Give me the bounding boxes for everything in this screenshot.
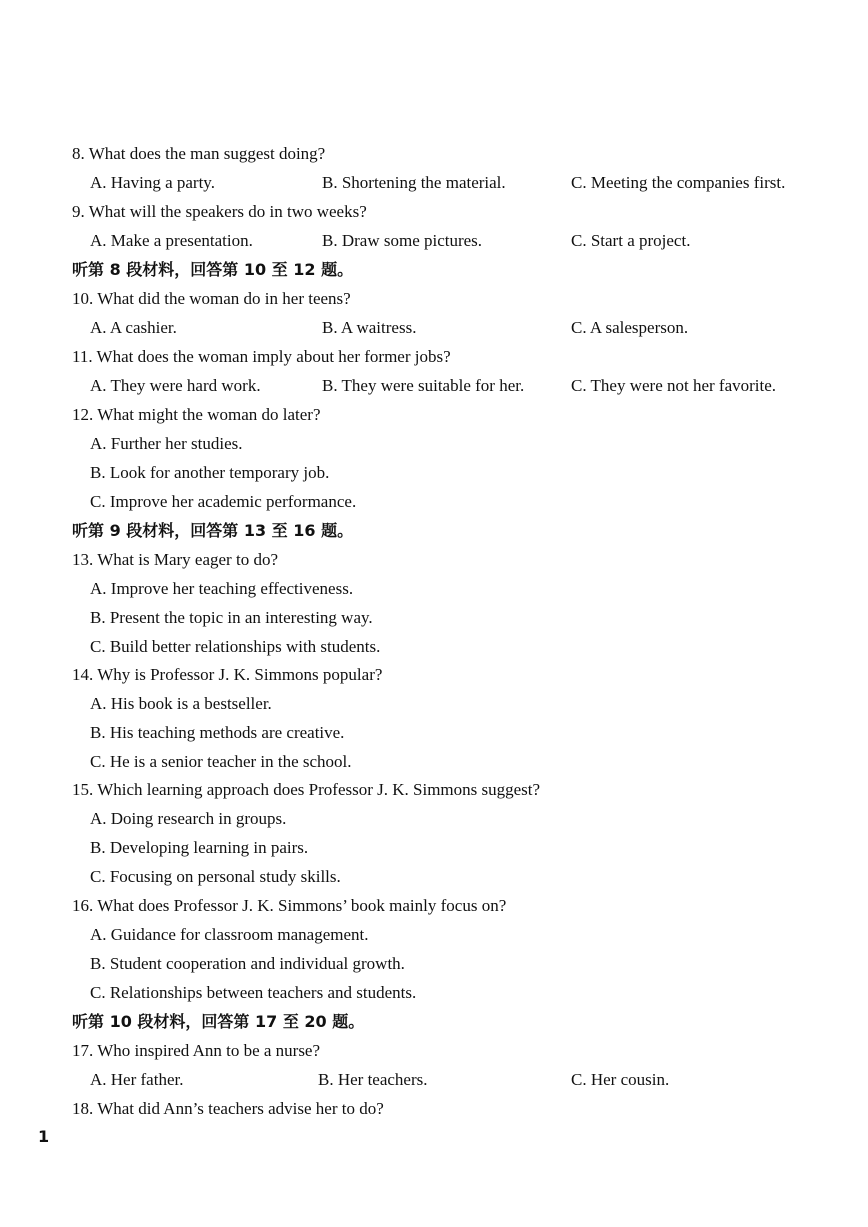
question-17-option-c: C. Her cousin. [571, 1070, 670, 1089]
question-9-option-a: A. Make a presentation. [90, 231, 253, 250]
question-15: 15. Which learning approach does Professor J. K. Simmons suggest? [72, 780, 541, 799]
question-13-option-b: B. Present the topic in an interesting way. [90, 608, 373, 627]
question-12-option-a: A. Further her studies. [90, 434, 243, 453]
question-17-option-b: B. Her teachers. [318, 1070, 428, 1089]
question-14-option-b: B. His teaching methods are creative. [90, 723, 345, 742]
question-15-option-a: A. Doing research in groups. [90, 809, 287, 828]
question-11-option-c: C. They were not her favorite. [571, 376, 777, 395]
section-heading-8: 听第 8 段材料，回答第 10 至 12 题。 [72, 260, 354, 279]
question-8-option-c: C. Meeting the companies first. [571, 173, 786, 192]
question-15-option-b: B. Developing learning in pairs. [90, 838, 309, 857]
question-17-option-a: A. Her father. [90, 1070, 184, 1089]
question-9-option-b: B. Draw some pictures. [322, 231, 483, 250]
question-10-option-b: B. A waitress. [322, 318, 417, 337]
question-12-option-c: C. Improve her academic performance. [90, 492, 357, 511]
question-10: 10. What did the woman do in her teens? [72, 289, 351, 308]
question-8-option-b: B. Shortening the material. [322, 173, 506, 192]
question-14-option-a: A. His book is a bestseller. [90, 694, 272, 713]
question-18: 18. What did Ann’s teachers advise her to do? [72, 1099, 384, 1118]
section-heading-10: 听第 10 段材料，回答第 17 至 20 题。 [72, 1012, 365, 1031]
question-11-option-a: A. They were hard work. [90, 376, 261, 395]
question-13-option-a: A. Improve her teaching effectiveness. [90, 579, 354, 598]
question-8-option-a: A. Having a party. [90, 173, 215, 192]
section-heading-9: 听第 9 段材料，回答第 13 至 16 题。 [72, 521, 354, 540]
question-10-option-c: C. A salesperson. [571, 318, 689, 337]
question-14: 14. Why is Professor J. K. Simmons popular? [72, 665, 383, 684]
question-16-option-c: C. Relationships between teachers and students. [90, 983, 417, 1002]
question-13-option-c: C. Build better relationships with students. [90, 637, 381, 656]
question-9: 9. What will the speakers do in two weeks? [72, 202, 367, 221]
question-16-option-a: A. Guidance for classroom management. [90, 925, 369, 944]
question-10-option-a: A. A cashier. [90, 318, 177, 337]
question-12: 12. What might the woman do later? [72, 405, 321, 424]
question-11: 11. What does the woman imply about her former jobs? [72, 347, 451, 366]
question-14-option-c: C. He is a senior teacher in the school. [90, 752, 352, 771]
question-17: 17. Who inspired Ann to be a nurse? [72, 1041, 321, 1060]
page-number: 1 [38, 1127, 50, 1146]
question-16: 16. What does Professor J. K. Simmons’ book mainly focus on? [72, 896, 507, 915]
question-13: 13. What is Mary eager to do? [72, 550, 278, 569]
question-8: 8. What does the man suggest doing? [72, 144, 326, 163]
question-11-option-b: B. They were suitable for her. [322, 376, 525, 395]
question-16-option-b: B. Student cooperation and individual growth. [90, 954, 405, 973]
question-12-option-b: B. Look for another temporary job. [90, 463, 330, 482]
question-9-option-c: C. Start a project. [571, 231, 691, 250]
question-15-option-c: C. Focusing on personal study skills. [90, 867, 341, 886]
